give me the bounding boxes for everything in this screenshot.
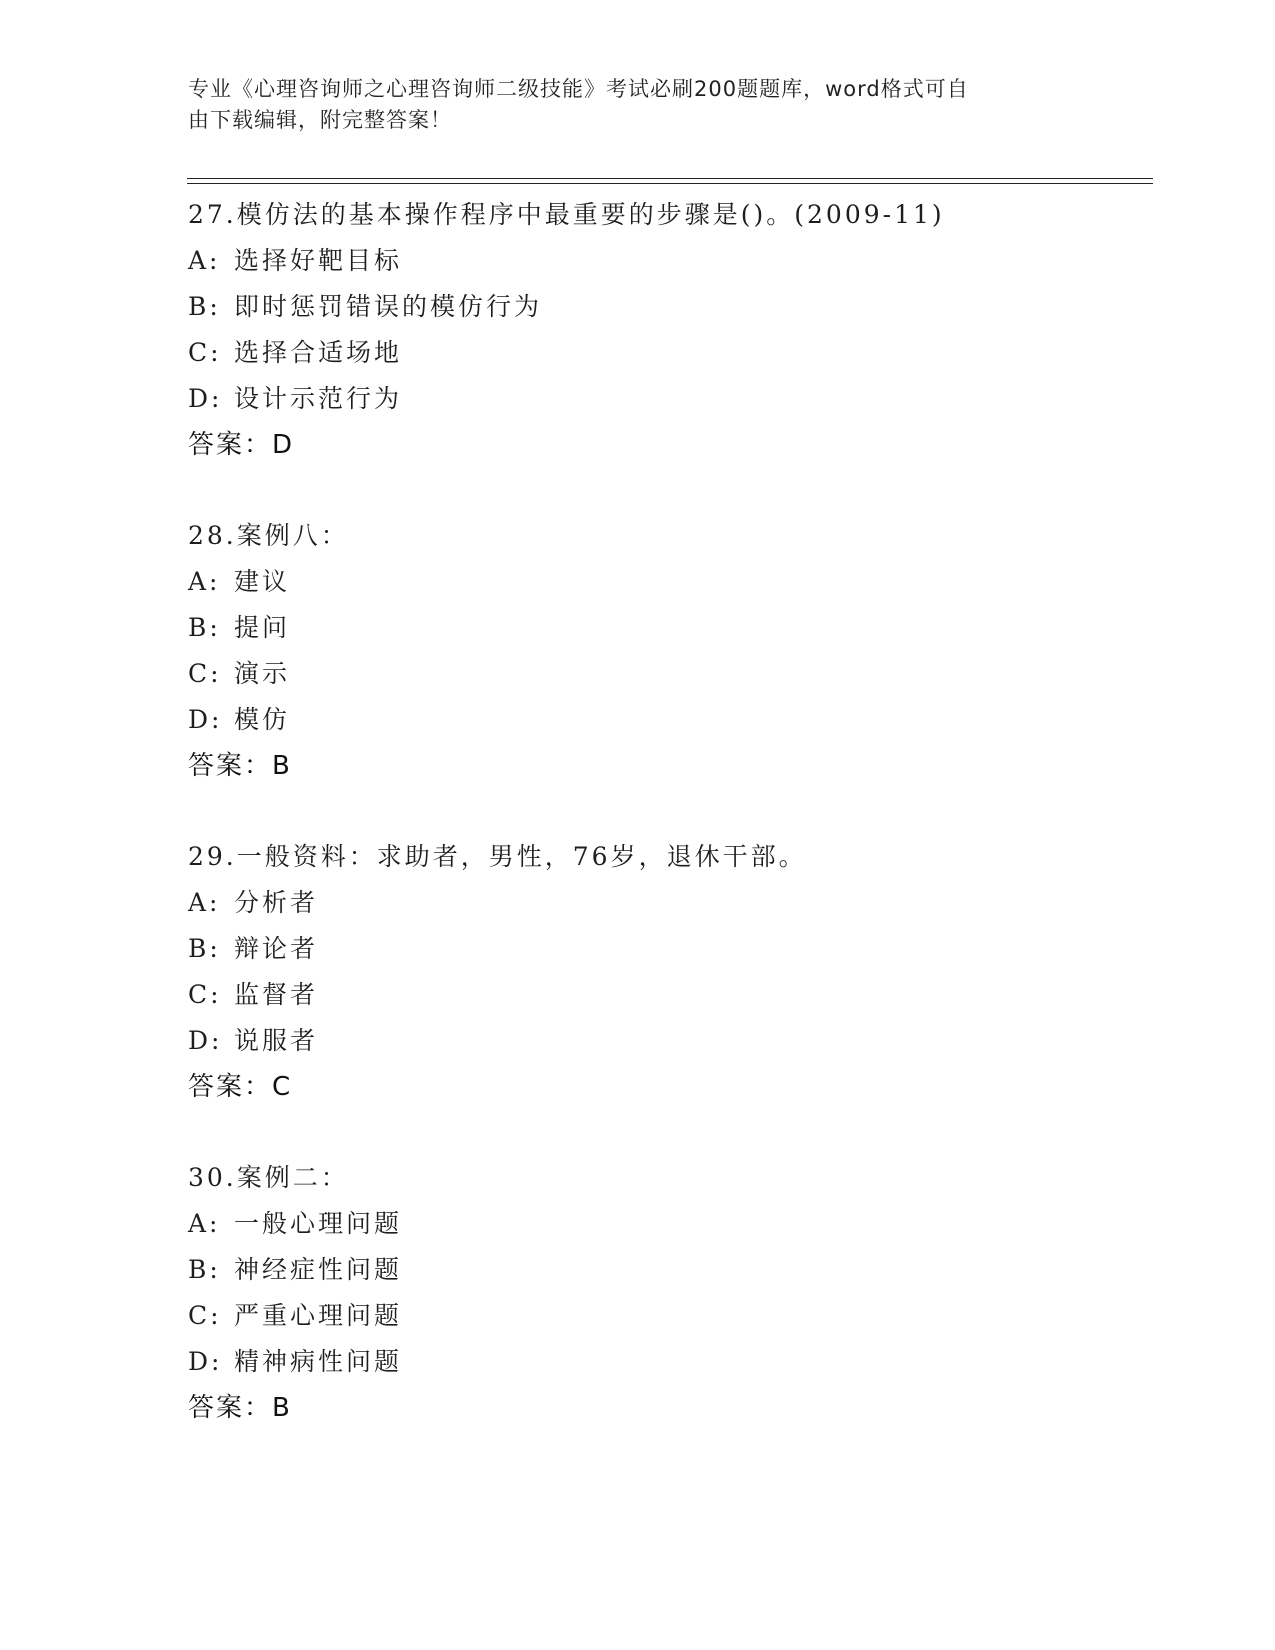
option-text: 选择好靶目标 [234, 246, 403, 275]
option-a [188, 880, 1148, 926]
option-letter: A: [188, 1209, 221, 1238]
option-letter: B: [188, 1255, 221, 1284]
option-letter: B: [188, 292, 221, 321]
option-letter: D: [188, 1026, 223, 1055]
option-text: 说服者 [234, 1026, 319, 1055]
question-stem: 30.案例二： [188, 1163, 349, 1192]
option-b [188, 605, 1148, 651]
option-d [188, 1339, 1148, 1385]
option-text: 神经症性问题 [234, 1255, 403, 1284]
option-letter: D: [188, 384, 223, 413]
option-b [188, 926, 1148, 972]
question-list [188, 192, 1148, 1476]
option-text: 提问 [234, 613, 291, 642]
option-letter: B: [188, 934, 221, 963]
question-stem: 27.模仿法的基本操作程序中最重要的步骤是()。(2009-11) [188, 200, 945, 229]
question-27 [188, 192, 1148, 468]
option-letter: C: [188, 980, 222, 1009]
answer-label: 答案：B [188, 1393, 292, 1423]
option-d [188, 376, 1148, 422]
answer-label: 答案：D [188, 430, 295, 460]
option-letter: C: [188, 1301, 222, 1330]
question-29 [188, 834, 1148, 1110]
option-text: 设计示范行为 [234, 384, 403, 413]
option-text: 精神病性问题 [234, 1347, 403, 1376]
option-text: 即时惩罚错误的模仿行为 [234, 292, 543, 321]
question-30 [188, 1155, 1148, 1431]
option-letter: B: [188, 613, 221, 642]
answer-label: 答案：B [188, 751, 292, 781]
option-text: 模仿 [234, 705, 291, 734]
option-c [188, 972, 1148, 1018]
option-letter: C: [188, 338, 222, 367]
header-divider-top [187, 178, 1153, 179]
option-c [188, 1293, 1148, 1339]
option-d [188, 697, 1148, 743]
document-header [188, 74, 1088, 136]
option-letter: A: [188, 888, 221, 917]
option-c [188, 330, 1148, 376]
option-letter: A: [188, 246, 221, 275]
option-text: 建议 [234, 567, 291, 596]
option-letter: D: [188, 1347, 223, 1376]
option-a [188, 1201, 1148, 1247]
option-text: 分析者 [234, 888, 319, 917]
option-b [188, 1247, 1148, 1293]
header-line-1: 专业《心理咨询师之心理咨询师二级技能》考试必刷200题题库，word格式可自 [188, 77, 969, 101]
option-text: 演示 [234, 659, 291, 688]
header-divider-bottom [187, 183, 1153, 184]
option-letter: C: [188, 659, 222, 688]
option-b [188, 284, 1148, 330]
option-c [188, 651, 1148, 697]
question-stem: 28.案例八： [188, 521, 349, 550]
option-letter: D: [188, 705, 223, 734]
option-text: 严重心理问题 [234, 1301, 403, 1330]
option-text: 一般心理问题 [234, 1209, 403, 1238]
option-letter: A: [188, 567, 221, 596]
option-text: 辩论者 [234, 934, 319, 963]
question-28 [188, 513, 1148, 789]
answer-label: 答案：C [188, 1072, 293, 1102]
option-d [188, 1018, 1148, 1064]
option-text: 选择合适场地 [234, 338, 403, 367]
question-stem: 29.一般资料：求助者，男性，76岁，退休干部。 [188, 842, 807, 871]
option-a [188, 559, 1148, 605]
option-text: 监督者 [234, 980, 319, 1009]
option-a [188, 238, 1148, 284]
header-line-2: 由下载编辑，附完整答案！ [188, 108, 452, 132]
